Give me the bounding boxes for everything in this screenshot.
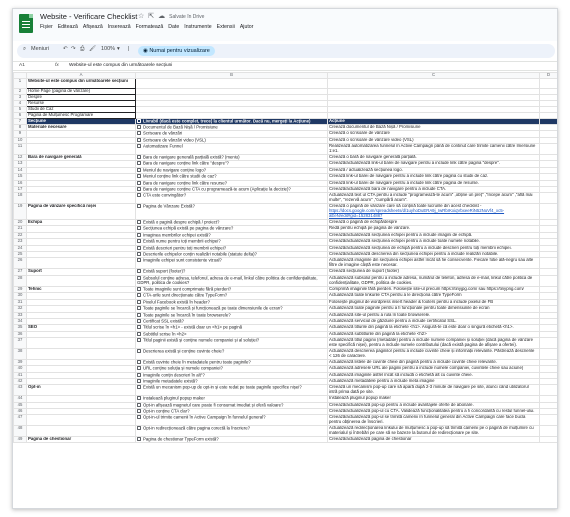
deliverable-text: Opt-in conține CTA clar? (143, 408, 190, 414)
menu-insert[interactable]: Inserează (107, 24, 131, 30)
sheet-grid (13, 72, 557, 509)
print-icon[interactable]: ⎙ (80, 46, 85, 52)
row-number[interactable]: 22 (14, 232, 27, 238)
action-text: Creează/actualizează secțiunea echipei pentru a include imagini de echipă. (329, 232, 473, 237)
menu-edit[interactable]: Editează (57, 24, 78, 30)
checkbox[interactable] (137, 325, 141, 329)
sheets-logo-icon[interactable] (19, 14, 33, 33)
action-text: Actualizează toate linkurile CTA pentru a le direcționa către TypeForm (329, 292, 462, 298)
table-row (14, 437, 558, 443)
checkbox[interactable] (137, 396, 141, 400)
checkbox[interactable] (137, 349, 141, 353)
deliverable-text: Descrierile echipelor conțin realizări notabile (statute delta)? (143, 251, 257, 257)
saved-status: Salvate în Drive (169, 14, 205, 20)
column-header-b[interactable]: B (136, 73, 328, 79)
checkbox[interactable] (137, 306, 141, 310)
deliverable-text: Imaginile conțin descrieri în alt"? (143, 372, 205, 378)
table-row (14, 426, 558, 437)
cell-section[interactable]: Pagina de vânzare specifică nișei (27, 204, 136, 220)
spreadsheet-window (12, 8, 558, 509)
cell-section[interactable]: Echipa (27, 219, 136, 225)
checkbox[interactable] (137, 313, 141, 317)
deliverable-text: CTA-urile sunt direcționate către TypeForm? (143, 292, 228, 298)
action-text: Actualizează listele de cuvinte cheie din pagină pentru a include cuvinte cheie relevante. (329, 359, 497, 364)
move-icon[interactable]: ⇱ (148, 13, 155, 20)
cell-section[interactable]: Pagina de Mulțumesc Programare (27, 112, 136, 118)
row-number[interactable]: 38 (14, 348, 27, 359)
checkbox[interactable] (137, 125, 141, 129)
cell-deliverable[interactable] (136, 275, 328, 286)
checkbox[interactable] (137, 437, 141, 441)
row-number[interactable]: 11 (14, 144, 27, 155)
row-number[interactable]: 1 (14, 79, 27, 89)
chevron-down-icon[interactable]: ▾ (117, 46, 120, 52)
eye-icon: ◉ (143, 48, 150, 54)
deliverable-text: Titlul scrise în <h1> - există doar un <h1> pe pagină (143, 324, 242, 330)
action-text: Creează link-ul barei de navigare pentru a include link către pagina cu studii de caz. (329, 173, 489, 179)
checkbox[interactable] (137, 269, 141, 273)
sheet-rows (14, 79, 558, 443)
menu-file[interactable]: Fișier (40, 24, 53, 30)
deliverable-text: Bara de navigare conține link către resurse? (143, 180, 228, 186)
deliverable-text: Imaginile echipei sunt consistente vizual? (143, 257, 222, 263)
cell-section[interactable] (27, 426, 136, 437)
checkbox[interactable] (137, 409, 141, 413)
row-number[interactable]: 19 (14, 204, 27, 220)
table-row (14, 258, 558, 269)
cell-deliverable[interactable] (136, 118, 328, 124)
checkbox[interactable] (137, 161, 141, 165)
paint-format-icon[interactable]: 🖌 (89, 46, 96, 52)
deliverable-text: Secțiunea echipă există pe pagina de vânzare? (143, 225, 234, 231)
checkbox[interactable] (137, 138, 141, 142)
cell-deliverable[interactable] (136, 426, 328, 437)
cell-empty[interactable] (540, 426, 558, 437)
checkbox[interactable] (137, 332, 141, 336)
deliverable-text: Există cuvinte cheie în metadatele pentru toate paginile? (143, 359, 251, 365)
cell-empty[interactable] (540, 144, 558, 155)
cell-deliverable[interactable] (136, 258, 328, 269)
deliverable-text: Scrisoare de vânzări (143, 130, 183, 136)
undo-icon[interactable]: ↶ (63, 46, 68, 52)
title-bar (13, 9, 557, 41)
row-number[interactable]: 40 (14, 366, 27, 372)
action-text: Actualizează titlurile din pagină la etichete <h1>. Asigură-te că este doar o singură etichetă <h1>. (329, 324, 514, 330)
cell-section[interactable]: Bara de navigare generală (27, 154, 136, 160)
row-number[interactable]: 27 (14, 269, 27, 275)
cell-empty[interactable] (540, 193, 558, 204)
cell-section[interactable]: Materiale necesare (27, 124, 136, 130)
deliverable-text: Livrabil (dacă este complet, trece) la clientul următor. Dacă nu, mergeți la Acțiune) (143, 118, 311, 124)
action-text: Creează/actualizează bara de navigare pentru a include CTA. (329, 186, 447, 191)
deliverable-text: Există nume pentru toți membrii echipei? (143, 238, 221, 244)
checkbox[interactable] (137, 379, 141, 383)
action-text: Creează o pagină de vânzare care să conțină toate lucrurile din acest checklist - (329, 203, 482, 209)
deliverable-text: Toate imaginile sunt comprimate fără pierderi? (143, 286, 232, 292)
row-number[interactable]: 46 (14, 409, 27, 415)
row-number[interactable]: 43 (14, 385, 27, 396)
checkbox[interactable] (137, 338, 141, 342)
action-text: Creează un mecanism pop-up care să apară după 2-3 minute de navigare pe site, atunci când utilizatorul intră prima dată pe site. (329, 384, 529, 395)
cell-deliverable[interactable] (136, 348, 328, 359)
cell-section[interactable]: Studii de Caz (27, 106, 136, 112)
checkbox[interactable] (137, 131, 141, 135)
action-text: Creează/actualizează descrierea din secțiunea echipei pentru a include realizări notabile. (329, 251, 499, 256)
cell-deliverable[interactable] (136, 144, 328, 155)
action-text: Actualizează descrierea paginilor pentru a include cuvinte cheie și informații relevante. Păstrează descrierile < 126 de caractere. (329, 348, 535, 358)
action-text: Creează/actualizează pop-up pentru a include avantajele oferte de abonare. (329, 402, 474, 407)
view-only-button[interactable] (138, 46, 215, 56)
row-number[interactable]: 37 (14, 338, 27, 349)
cell-section[interactable]: Pagina de chestionar (27, 437, 136, 443)
column-header-a[interactable]: A (27, 73, 136, 79)
cell-section[interactable]: Tehnic (27, 286, 136, 292)
cell-action[interactable] (328, 348, 540, 359)
cell-deliverable[interactable] (136, 79, 328, 89)
menu-data[interactable]: Date (168, 24, 180, 30)
cell-action[interactable] (328, 204, 540, 220)
table-row (14, 415, 558, 426)
title-actions (138, 12, 208, 20)
cell-action[interactable] (328, 426, 540, 437)
cell-action[interactable] (328, 79, 540, 89)
checkbox[interactable] (137, 300, 141, 304)
row-number[interactable]: 15 (14, 174, 27, 180)
row-number[interactable]: 33 (14, 312, 27, 318)
cell-section[interactable]: Website-ul este compus din următoarele secțiuni (27, 79, 136, 89)
checklist-link[interactable]: https://docs.google.com/spreadsheets/d/1uyhoDuERA9j_IwRbrKxiqVbxeeRiN52NuVf4_xc5-aEeN/edit#gid=1528314887 (329, 208, 505, 219)
cell-empty[interactable] (540, 275, 558, 286)
table-row (14, 348, 558, 359)
cell-section[interactable]: Resurse (27, 100, 136, 106)
cell-section[interactable]: Despre (27, 94, 136, 100)
cell-section[interactable]: Secțiune (27, 118, 136, 124)
cell-section[interactable] (27, 348, 136, 359)
deliverable-text: Imaginile metadatele există? (143, 378, 198, 384)
action-text: Creează o scrisoare de vânzare video (VSL) (329, 137, 414, 142)
checkbox[interactable] (137, 287, 141, 291)
cell-section[interactable] (27, 415, 136, 426)
cell-section[interactable] (27, 258, 136, 269)
action-text: Actualizează imaginile din secțiunea echipei astfel încât să fie consecvente. Fiecare fotie ală-negru sau alte filtre de imagine câștă este necesar. (329, 257, 534, 268)
checkbox[interactable] (137, 226, 141, 230)
action-text: Creează/actualizează pop-ul se trimită camenii în funnelul general din Active Campaign care face bucla pentru obținerea de înscrieri. (329, 414, 526, 425)
action-text: Actualizează imaginile astfel încât să includă o etichetă alt cu cuvinte cheie. (329, 372, 473, 377)
action-text: Creează secțiunea de suport (footer) (329, 268, 399, 274)
deliverable-text: Subsolul conține adresa, telefonul, adresa de e-mail, linkul către politica de confidențialitate, GDPR, politica de cookies? (137, 275, 318, 285)
checkbox[interactable] (137, 403, 141, 407)
cell-action[interactable] (328, 415, 540, 426)
cell-deliverable[interactable] (136, 437, 328, 443)
row-number[interactable]: 41 (14, 372, 27, 378)
deliverable-text: Instalează pluginul popup maker (143, 395, 205, 401)
action-text: Realizează automatizarea funnelul în Active Campaign până de continut care trimite camenii către Imersiune 1:e1. (329, 143, 536, 154)
checkbox[interactable] (137, 293, 141, 297)
row-number[interactable]: 28 (14, 275, 27, 286)
table-row (14, 204, 558, 220)
checkbox[interactable] (137, 246, 141, 250)
deliverable-text: Certificat SSL există? (143, 318, 184, 324)
deliverable-text: Toate paginile se încarcă și funcționează pe toate dimensiunile de ecran? (143, 305, 283, 311)
action-text: Creează/actualizează link-ul barei de navigare pentru a include link către pagina "despre". (329, 160, 500, 166)
cell-action[interactable] (328, 437, 540, 443)
deliverable-text: Bara de navigare conține link către "despre"? (143, 160, 229, 166)
column-header-d[interactable]: D (540, 73, 558, 79)
row-number[interactable]: 5 (14, 106, 27, 112)
row-number[interactable]: 8 (14, 124, 27, 130)
document-title[interactable]: Website - Verificare Checklist (40, 12, 138, 21)
checkbox[interactable] (137, 373, 141, 377)
row-number[interactable]: 17 (14, 187, 27, 193)
cell-empty[interactable] (540, 385, 558, 396)
action-text: Actualizează toate paginile pentru a fi funcționale pentru toate dimensiunile de ecran (329, 305, 490, 311)
row-number[interactable]: 39 (14, 359, 27, 365)
checkbox[interactable] (137, 204, 141, 208)
menu-help[interactable]: Ajutor (239, 24, 254, 30)
deliverable-text: CTA este convingător? (143, 192, 187, 198)
menu-format[interactable]: Formatează (135, 24, 164, 30)
table-row (14, 338, 558, 349)
checkbox[interactable] (137, 220, 141, 224)
action-text: Instalează pluginul popup maker (329, 395, 391, 401)
cell-deliverable[interactable] (136, 338, 328, 349)
cell-section[interactable]: Suport (27, 269, 136, 275)
deliverable-text: Toate paginile se încarcă în toate browserele? (143, 312, 231, 318)
table-row (14, 275, 558, 286)
column-header-c[interactable]: C (328, 73, 540, 79)
cell-section[interactable] (27, 193, 136, 204)
deliverable-text: Subtitlul scrise în <h2> (143, 331, 187, 337)
checkbox[interactable] (137, 426, 141, 430)
row-number[interactable]: 20 (14, 219, 27, 225)
formula-input[interactable]: Website-ul este compus din următoarele secțiuni (69, 63, 173, 68)
row-number[interactable]: 49 (14, 437, 27, 443)
checkbox[interactable] (137, 360, 141, 364)
action-text: Actualizează serviciul de găzduire pentru a include certificatul SSL. (329, 318, 457, 323)
action-text: Actualizează text ul CTA pentru a include "programează-te acum" ,obține un preț" ,"începe acum" ,"află mai multe", "rezervă acum" ,"cumpără acum". (329, 192, 533, 203)
table-row (14, 385, 558, 396)
checkbox[interactable] (137, 168, 141, 172)
deliverable-text: Opt-in-ul trimite camenii în Active Campaign în funnelul general? (143, 414, 266, 420)
row-number[interactable]: 4 (14, 100, 27, 106)
deliverable-text: Există o pagină despre echipă / proiect? (143, 219, 220, 225)
cell-section[interactable]: Opt-in (27, 385, 136, 396)
row-number[interactable]: 10 (14, 137, 27, 143)
row-number[interactable]: 2 (14, 89, 27, 95)
row-number[interactable]: 6 (14, 112, 27, 118)
row-number[interactable]: 9 (14, 131, 27, 137)
row-number[interactable]: 3 (14, 94, 27, 100)
cell-deliverable[interactable] (136, 204, 328, 220)
cell-action[interactable] (328, 338, 540, 349)
deliverable-text: Imaginea membrilor echipei există? (143, 232, 211, 238)
deliverable-text: Opt-in redirecționează către pagina corectă la înscriere? (143, 425, 251, 431)
deliverable-text: Pixelul Facebook există în header? (143, 299, 210, 305)
deliverable-text: Pagina de chestionar TypeForm există? (143, 436, 219, 442)
row-number[interactable]: 26 (14, 258, 27, 269)
deliverable-text: Opt-in afișează magnetul care poate fi consumat imediat și oferă valoare? (143, 402, 284, 408)
row-number[interactable]: 7 (14, 118, 27, 124)
action-text: Actualizează subsolul pentru a include adresa, numărul de telefon, adresa de e-mail, linkul către politica de confidențialitate, GDPR, politica de cookies. (329, 275, 533, 285)
action-text: Creează/actualizează pop-ul cu CTA. Validează funcționalitatea pentru a fi concordantă cu restul funnel-ului. (329, 408, 535, 414)
checkbox[interactable] (137, 366, 141, 370)
cell-empty[interactable] (540, 338, 558, 349)
cell-empty[interactable] (540, 415, 558, 426)
row-number[interactable]: 23 (14, 239, 27, 245)
deliverable-text: Există suport (footer)? (143, 268, 186, 274)
checkbox[interactable] (137, 144, 141, 148)
row-number[interactable]: 24 (14, 245, 27, 251)
checkbox[interactable] (137, 252, 141, 256)
checkbox[interactable] (137, 239, 141, 243)
action-text: Creează/actualizează pagina de chestionar (329, 436, 412, 442)
menu-search[interactable]: Meniuri (31, 46, 50, 52)
cell-action[interactable] (328, 258, 540, 269)
checkbox[interactable] (137, 193, 141, 197)
deliverable-text: Titlul paginii există și conține numele companiei și al soluției? (143, 337, 260, 343)
action-text: Folosește pluginul de wordpress insert header & footers pentru a include pixelul de FB (329, 299, 494, 304)
deliverable-text: Există un mecanism pop-up de opt-in și este redat pe toate paginile specifice nișei? (143, 384, 302, 390)
deliverable-text: Meniul de navigare conține logo? (143, 167, 207, 173)
deliverable-text: Descrierea există și conține cuvinte cheie? (143, 348, 225, 354)
row-number[interactable]: 29 (14, 286, 27, 292)
row-number[interactable]: 35 (14, 325, 27, 331)
action-text: Actualizează metadatele pentru a include meta imagine (329, 378, 435, 383)
cell-empty[interactable] (540, 437, 558, 443)
row-number[interactable]: 34 (14, 318, 27, 324)
search-icon[interactable]: ⌕ (23, 46, 27, 52)
cell-empty[interactable] (540, 258, 558, 269)
toolbar (17, 44, 555, 58)
table-row (14, 144, 558, 155)
row-number[interactable]: 13 (14, 161, 27, 167)
deliverable-text: Există descrieri pentru toți membrii echipei? (143, 245, 227, 251)
cell-empty[interactable] (540, 79, 558, 89)
checkbox[interactable] (137, 385, 141, 389)
action-text: Creează o bară de navigare generală parțială. (329, 154, 417, 159)
action-text: Creează documentul de Bază Nișă / Promisiune (329, 124, 421, 129)
checkbox[interactable] (137, 174, 141, 178)
cell-action[interactable] (328, 144, 540, 155)
cell-section[interactable]: Home Page (pagina de vânzare) (27, 89, 136, 95)
deliverable-text: Meniul conține link către studii de caz? (143, 173, 217, 179)
action-text: Creează o scrisoare de vânzare (329, 130, 390, 136)
cell-section[interactable] (27, 275, 136, 286)
menu-tools[interactable]: Instrumente (184, 24, 212, 30)
deliverable-text: Documentul de Bază Nișă / Promisiune (143, 124, 218, 130)
table-row (14, 193, 558, 204)
row-number[interactable]: 31 (14, 299, 27, 305)
action-text: Creează/actualizează secțiunea de echipă pentru a include descrieri pentru toți membrii echipei. (329, 245, 512, 250)
action-text: Redă pentru echipă pe pagina de vânzare. (329, 225, 411, 231)
action-text: Actualizează site-ul pentru a rula în toate browserele. (329, 312, 431, 317)
cell-action[interactable] (328, 275, 540, 286)
row-number[interactable]: 44 (14, 396, 27, 402)
action-text: Creează o pagină de echipă/despre (329, 219, 398, 224)
row-number[interactable]: 25 (14, 251, 27, 257)
row-number[interactable]: 12 (14, 154, 27, 160)
checkbox[interactable] (137, 187, 141, 191)
action-text: Creează/actualizează secțiunea echipei pentru a include toate numele notabile. (329, 238, 480, 244)
row-number[interactable]: 18 (14, 193, 27, 204)
view-only-label: Numai pentru vizualizare (149, 48, 210, 54)
cell-section[interactable]: SEO (27, 325, 136, 331)
row-number[interactable]: 21 (14, 226, 27, 232)
deliverable-text: Automatizare Funnel (143, 143, 183, 149)
checkbox[interactable] (137, 119, 141, 123)
action-text: Creează link-ul barei de navigare pentru a include link către pagina de resurse. (329, 180, 480, 185)
cell-reference[interactable]: A1 (19, 63, 25, 68)
cell-action[interactable] (328, 193, 540, 204)
action-text: Actualizează subtitlurile din pagină la etichete <h2> (329, 331, 427, 336)
row-number[interactable]: 48 (14, 426, 27, 437)
deliverable-text: Bara de navigare conține CTA cu programează-te acum (Aplicație la decizie)? (143, 186, 291, 192)
cloud-icon[interactable]: ☁ (158, 13, 166, 20)
checkbox[interactable] (137, 276, 141, 280)
formula-bar (13, 61, 557, 71)
zoom-select[interactable]: 100% (101, 46, 116, 52)
row-number[interactable]: 47 (14, 415, 27, 426)
menu-extensions[interactable]: Extensii (216, 24, 235, 30)
cell-section[interactable] (27, 144, 136, 155)
menu-bar (40, 24, 258, 30)
checkbox[interactable] (137, 155, 141, 159)
cell-section[interactable] (27, 338, 136, 349)
action-text: Actualizează titlul paginii (metadate) pentru a include numele companiei și soluției (dacă pagina de vânzare este specifică nișei), pentru a include numele contributului (dacă există pagina de afișare a ofertei). (329, 337, 533, 348)
separator: | (128, 46, 130, 52)
cell-deliverable[interactable] (136, 385, 328, 396)
cell-deliverable[interactable] (136, 415, 328, 426)
action-text: Acțiune (329, 118, 345, 123)
deliverable-text: Pagina de Vânzare Există? (143, 203, 195, 209)
cell-deliverable[interactable] (136, 193, 328, 204)
deliverable-text: Bara de navigare generală parțială există? (meniu) (143, 154, 240, 160)
table-row (14, 79, 558, 89)
cell-empty[interactable] (540, 348, 558, 359)
row-number[interactable]: 45 (14, 402, 27, 408)
action-text: Comprimă imaginile fără pierderi. Folosește site-ul precum https://tinyjpg.com/ sau https://tinypng.com/ (329, 286, 524, 291)
redo-icon[interactable]: ↷ (71, 46, 76, 52)
action-text: Actualizează redirecționarea linkului de mulțumesc a pop-up să trimită camenii pe o pagină de mulțumire cu materialul și întrebări pe care să se bazeze la butonul de redirecționare pe site. (329, 425, 534, 436)
checkbox[interactable] (137, 415, 141, 419)
row-number[interactable]: 30 (14, 293, 27, 299)
star-icon[interactable]: ☆ (138, 13, 145, 20)
cell-action[interactable] (328, 385, 540, 396)
fx-icon: fx (55, 63, 59, 68)
row-number[interactable]: 32 (14, 306, 27, 312)
sheet-table (13, 72, 557, 443)
row-number[interactable]: 36 (14, 331, 27, 337)
row-number[interactable]: 42 (14, 379, 27, 385)
deliverable-text: URL conține soluția și numele companiei? (143, 365, 223, 371)
row-number[interactable]: 16 (14, 180, 27, 186)
checkbox[interactable] (137, 258, 141, 262)
action-text: Creează / actualizează secțiunea logo. (329, 167, 403, 172)
menu-view[interactable]: Afișează (82, 24, 103, 30)
checkbox[interactable] (137, 319, 141, 323)
action-text: Actualizează adresele URL ale paginii pentru a include numele companiei, cuvintele cheie sau aciune) (329, 365, 524, 371)
deliverable-text: Scrisoare de vânzări video (VSL) (143, 137, 206, 143)
cell-empty[interactable] (540, 204, 558, 220)
row-number[interactable]: 14 (14, 167, 27, 173)
checkbox[interactable] (137, 181, 141, 185)
checkbox[interactable] (137, 233, 141, 237)
